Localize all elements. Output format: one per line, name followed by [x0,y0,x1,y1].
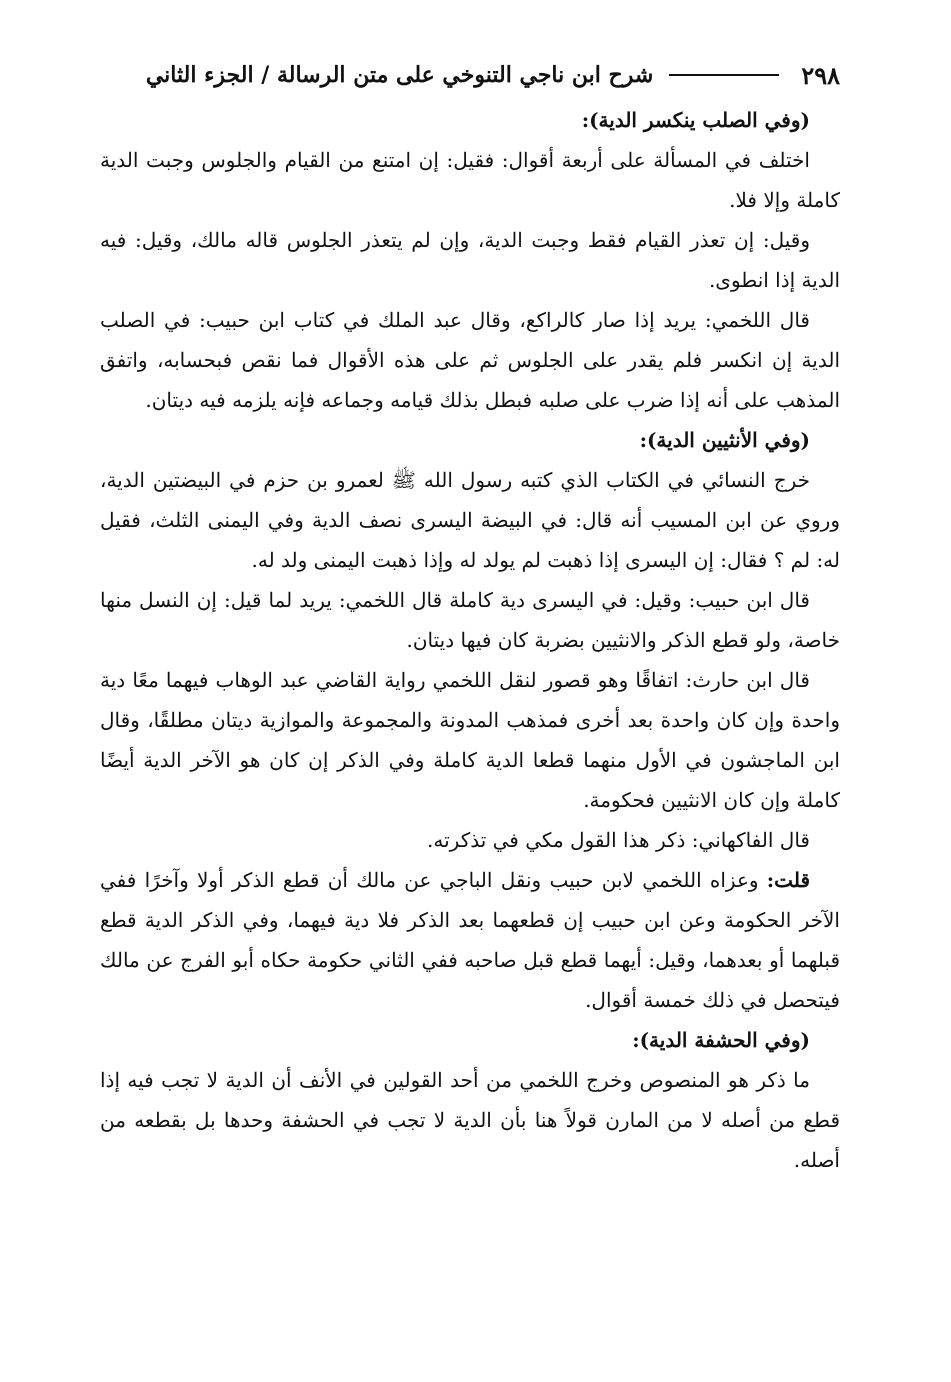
page-body [100,100,840,1180]
paragraph: اختلف في المسألة على أربعة أقوال: فقيل: إن امتنع من القيام والجلوس وجبت الدية كاملة وإلا فلا. [100,148,840,212]
section-heading: (وفي الحشفة الدية): [632,1028,810,1052]
section-heading: (وفي الصلب ينكسر الدية): [581,108,810,132]
running-header [100,52,840,98]
section-heading: (وفي الأنثيين الدية): [639,428,810,452]
note-text: وعزاه اللخمي لابن حبيب ونقل الباجي عن مالك أن قطع الذكر أولا وآخرًا ففي الآخر الحكومة وعن ابن حبيب إن قطعهما بعد الذكر فلا دية فيهما، وفي الذكر الدية قطع قبلهما أو بعدهما، وقيل: أيهما قطع قبل صاحبه ففي الثاني حكومة حكاه أبو الفرج عن مالك فيتحصل في ذلك خمسة أقوال. [100,868,840,1012]
paragraph: ما ذكر هو المنصوص وخرج اللخمي من أحد القولين في الأنف أن الدية لا تجب فيه إذا قطع من أصله لا من المارن قولاً هنا بأن الدية لا تجب في الحشفة وحدها بل بقطعه من أصله. [100,1068,840,1172]
paragraph: وقيل: إن تعذر القيام فقط وجبت الدية، وإن لم يتعذر الجلوس قاله مالك، وقيل: فيه الدية إذا انطوى. [100,228,840,292]
paragraph: قال اللخمي: يريد إذا صار كالراكع، وقال عبد الملك في كتاب ابن حبيب: في الصلب الدية إن انكسر فلم يقدر على الجلوس ثم على هذه الأقوال فما نقص فبحسابه، واتفق المذهب على أنه إذا ضرب على صلبه فبطل بذلك قيامه وجماعه فإنه يلزمه فيه ديتان. [100,308,840,412]
paragraph: خرج النسائي في الكتاب الذي كتبه رسول الله ﷺ لعمرو بن حزم في البيضتين الدية، وروي عن ابن المسيب أنه قال: في البيضة اليسرى نصف الدية وفي اليمنى الثلث، فقيل له: لم ؟ فقال: إن اليسرى إذا ذهبت لم يولد له وإذا ذهبت اليمنى ولد له. [100,468,840,572]
header-rule [669,74,779,76]
book-page [100,52,840,1312]
note-lead: قلت: [766,868,810,892]
paragraph: قال ابن حبيب: وقيل: في اليسرى دية كاملة قال اللخمي: يريد لما قيل: إن النسل منها خاصة، ولو قطع الذكر والانثيين بضربة كان فيها ديتان. [100,588,840,652]
paragraph: قال الفاكهاني: ذكر هذا القول مكي في تذكرته. [427,828,810,852]
paragraph: قال ابن حارث: اتفاقًا وهو قصور لنقل اللخمي رواية القاضي عبد الوهاب فيهما معًا دية واحدة وإن كان واحدة بعد أخرى فمذهب المدونة والمجموعة والموازية ديتان مطلقًا، وقال ابن الماجشون في الأول منهما قطعا الدية كاملة وفي الذكر إن كان هو الآخر الدية أيضًا كاملة وإن كان الانثيين فحكومة. [100,668,840,812]
note-paragraph [100,860,840,1020]
running-title: شرح ابن ناجي التنوخي على متن الرسالة / الجزء الثاني [145,62,654,88]
page-number: ٢٩٨ [801,60,840,90]
